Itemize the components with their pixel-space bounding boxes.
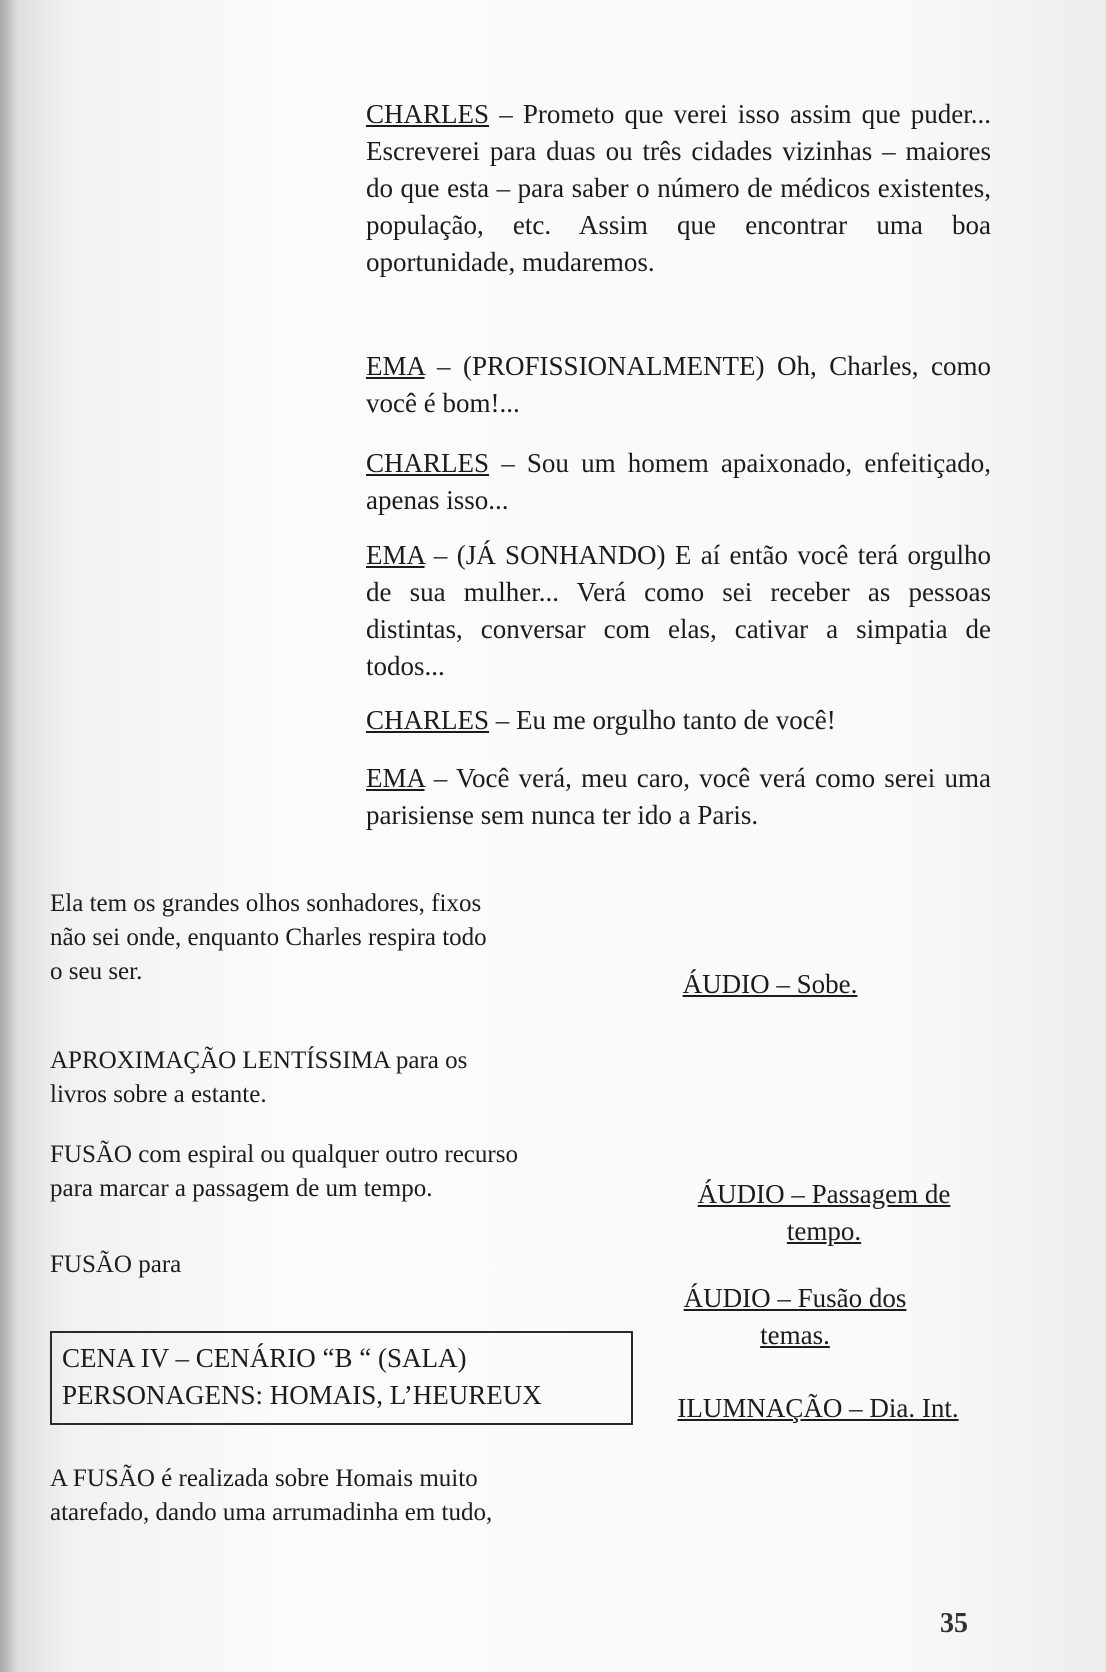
dialogue-charles-1 — [366, 96, 991, 281]
direction-line: FUSÃO com espiral ou qualquer outro recurso — [50, 1141, 518, 1168]
direction-fusao-para — [50, 1248, 650, 1282]
dialogue-ema-1 — [366, 348, 991, 422]
speaker-name: CHARLES — [366, 448, 490, 478]
speaker-name: EMA — [366, 351, 425, 381]
dialogue-ema-3 — [366, 760, 991, 834]
audio-cue-text: ÁUDIO – Passagem de — [697, 1179, 951, 1209]
speaker-name: CHARLES — [366, 705, 490, 735]
dialogue-text: – (PROFISSIONALMENTE) Oh, Charles, como você é bom!... — [366, 351, 991, 418]
speaker-name: EMA — [366, 540, 425, 570]
direction-fusao-espiral — [50, 1138, 650, 1206]
audio-cue-sobe — [662, 966, 878, 1003]
direction-line: FUSÃO para — [50, 1251, 182, 1278]
speaker-name: CHARLES — [366, 99, 490, 129]
direction-line: o seu ser. — [50, 958, 143, 985]
dialogue-charles-3 — [366, 702, 991, 739]
direction-line: APROXIMAÇÃO LENTÍSSIMA para os — [50, 1047, 468, 1074]
dialogue-text: – Sou um homem apaixonado, enfeitiçado, apenas isso... — [366, 448, 991, 515]
lighting-cue-text: ILUMNAÇÃO – Dia. Int. — [677, 1393, 959, 1423]
lighting-cue — [662, 1390, 974, 1427]
audio-cue-text: ÁUDIO – Fusão dos — [683, 1283, 907, 1313]
direction-aproximacao — [50, 1044, 650, 1112]
audio-cue-text: temas. — [760, 1320, 830, 1350]
direction-line: A FUSÃO é realizada sobre Homais muito — [50, 1465, 478, 1492]
page-binding-shadow — [0, 0, 18, 1672]
direction-ela-olhos — [50, 887, 650, 989]
scene-heading-box — [50, 1331, 633, 1425]
dialogue-charles-2 — [366, 445, 991, 519]
dialogue-text: – (JÁ SONHANDO) E aí então você terá orgulho de sua mulher... Verá como sei receber as pessoas distintas, conversar com elas, cativar a simpatia de todos... — [366, 540, 991, 681]
audio-cue-fusao — [656, 1280, 934, 1354]
dialogue-text: – Você verá, meu caro, você verá como serei uma parisiense sem nunca ter ido a Paris. — [366, 763, 991, 830]
direction-line: livros sobre a estante. — [50, 1081, 267, 1108]
speaker-name: EMA — [366, 763, 425, 793]
dialogue-ema-2 — [366, 537, 991, 685]
scene-characters: PERSONAGENS: HOMAIS, L’HEUREUX — [62, 1380, 542, 1410]
direction-fusao-homais — [50, 1462, 650, 1530]
direction-line: para marcar a passagem de um tempo. — [50, 1175, 433, 1202]
audio-cue-text: tempo. — [786, 1216, 862, 1246]
scene-title: CENA IV – CENÁRIO “B “ (SALA) — [62, 1343, 467, 1373]
audio-cue-passagem — [668, 1176, 980, 1250]
direction-line: atarefado, dando uma arrumadinha em tudo, — [50, 1499, 493, 1526]
direction-line: não sei onde, enquanto Charles respira todo — [50, 924, 487, 951]
dialogue-text: – Prometo que verei isso assim que puder... Escreverei para duas ou três cidades vizinhas – maiores do que esta – para saber o número de médicos existentes, população, etc. Assim que encontrar uma boa oportunidade, mudaremos. — [366, 99, 991, 277]
page-number: 35 — [940, 1608, 968, 1639]
dialogue-text: – Eu me orgulho tanto de você! — [489, 705, 836, 735]
audio-cue-text: ÁUDIO – Sobe. — [682, 969, 858, 999]
direction-line: Ela tem os grandes olhos sonhadores, fixos — [50, 890, 482, 917]
